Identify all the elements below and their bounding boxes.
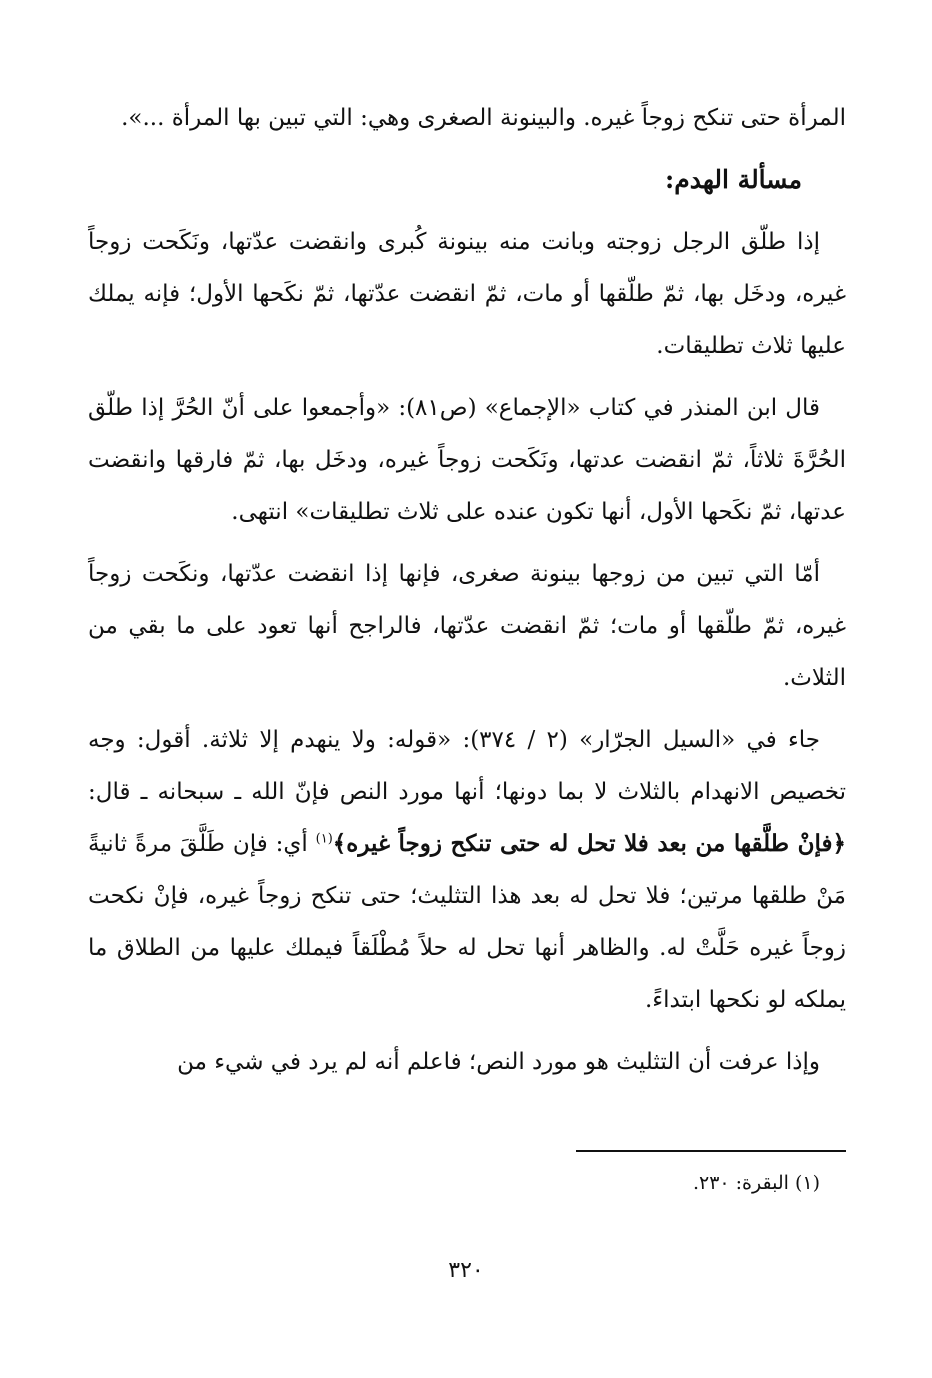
quran-verse: ﴿فإنْ طلَّقها من بعد فلا تحل له حتى تنكح زوجاً غيره﴾ [332,830,846,857]
paragraph-5: وإذا عرفت أن التثليث هو مورد النص؛ فاعلم أنه لم يرد في شيء من [177,1049,820,1075]
section-heading: مسألة الهدم: [665,165,802,194]
body-text [88,92,846,1098]
paragraph-continuation: المرأة حتى تنكح زوجاً غيره. والبينونة الصغرى وهي: التي تبين بها المرأة ...». [121,105,846,131]
footnote: (١) البقرة: ٢٣٠. [692,1172,820,1194]
paragraph-4-text: جاء في «السيل الجرّار» (٢ / ٣٧٤): «قوله: ولا ينهدم إلا ثلاثة. أقول: وجه تخصيص الانهدام بالثلاث لا بما دونها؛ أنها مورد النص فإنّ الله ـ سبحانه ـ قال: [88,727,846,805]
paragraph-3: أمّا التي تبين من زوجها بينونة صغرى، فإنها إذا انقضت عدّتها، ونكَحت زوجاً غيره، ثمّ طلّقها أو مات؛ ثمّ انقضت عدّتها، فالراجح أنها تعود على ما بقي من الثلاث. [88,561,846,691]
page-number: ٣٢٠ [448,1258,484,1283]
paragraph-4 [88,714,846,1026]
paragraph-2: قال ابن المنذر في كتاب «الإجماع» (ص٨١): «وأجمعوا على أنّ الحُرَّ إذا طلّق الحُرَّةَ ثلاثاً، ثمّ انقضت عدتها، ونَكَحت زوجاً غيره، ودخَل بها، ثمّ فارقها وانقضت عدتها، ثمّ نكَحها الأول، أنها تكون عنده على ثلاث تطليقات» انتهى. [88,395,846,525]
footnote-divider [576,1150,846,1152]
paragraph-4-rest: أي: فإن طَلَّقَ مرةً ثانيةً مَنْ طلقها مرتين؛ فلا تحل له بعد هذا التثليث؛ حتى تنكح زوجاً غيره، فإنْ نكحت زوجاً غيره حَلَّتْ له. والظاهر أنها تحل له حلاً مُطْلَقاً فيملك عليها من الطلاق ما يملكه لو نكحها ابتداءً. [88,831,846,1013]
paragraph-1: إذا طلّق الرجل زوجته وبانت منه بينونة كُبرى وانقضت عدّتها، ونَكَحت زوجاً غيره، ودخَل بها، ثمّ طلّقها أو مات، ثمّ انقضت عدّتها، ثمّ نكَحها الأول؛ فإنه يملك عليها ثلاث تطليقات. [88,229,846,359]
footnote-marker: (١) [315,831,333,847]
